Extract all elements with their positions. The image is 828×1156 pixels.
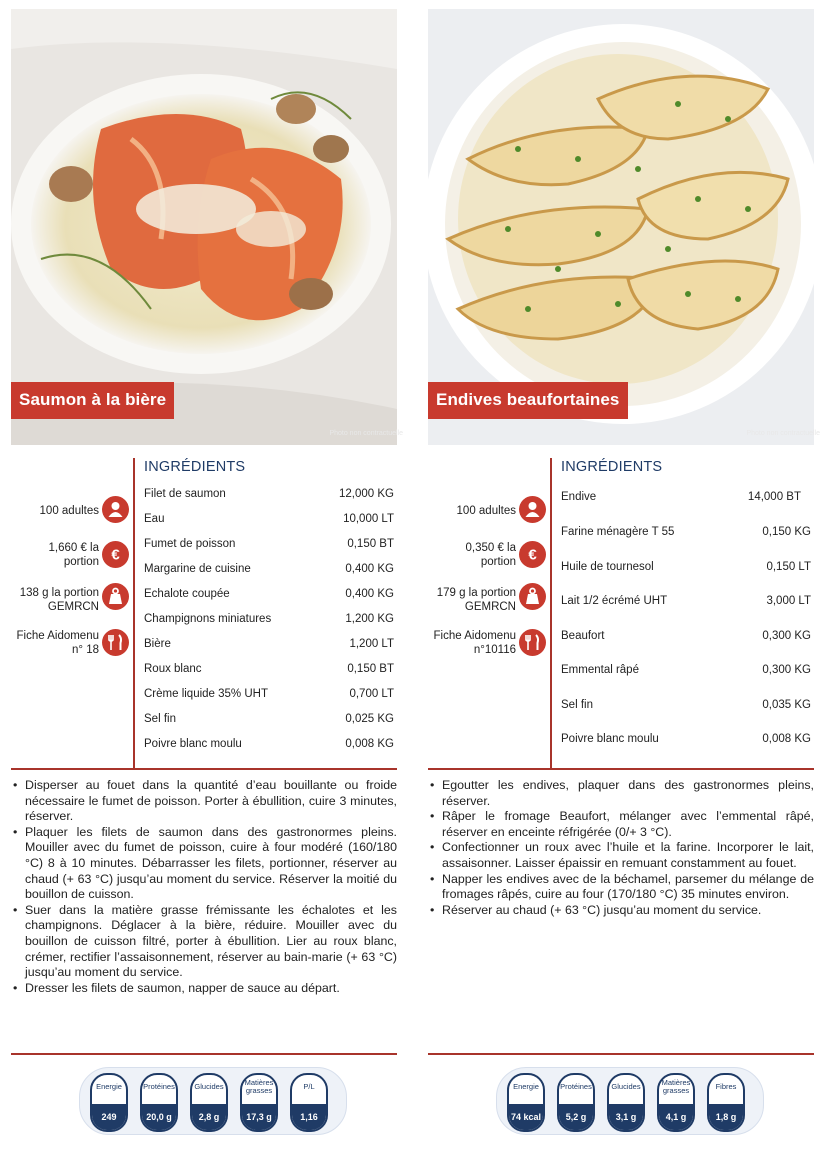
step-item: • Disperser au fouet dans la quantité d’eau bouillante ou froide nécessaire le fumet de poisson. Porter à ébullition, cuire 3 minutes, réserver. — [13, 778, 397, 825]
sheet-line1: Fiche Aidomenu — [16, 630, 99, 642]
nutrition-pill — [557, 1073, 595, 1132]
sheet-row — [11, 626, 129, 662]
nutrition-pill — [190, 1073, 228, 1132]
recipe-title: Saumon à la bière — [11, 382, 174, 419]
ingredient-name: Lait 1/2 écrémé UHT — [561, 595, 668, 607]
nutrition-label: Protéines — [143, 1082, 175, 1091]
nutrition-value: 74 kcal — [509, 1104, 543, 1130]
ingredient-name: Emmental râpé — [561, 664, 639, 676]
nutrition-value: 249 kcal — [92, 1104, 126, 1130]
ingredient-qty: 3,000 LT — [766, 595, 811, 607]
ingredient-qty: 0,400 KG — [345, 588, 394, 600]
sheet-text — [17, 629, 99, 657]
recipe-photo-endives — [428, 9, 814, 445]
portion-line1: 138 g la portion — [19, 587, 99, 599]
price-line2: portion — [63, 556, 99, 568]
preparation-steps — [430, 778, 814, 918]
recipe-photo-saumon — [11, 9, 397, 445]
ingredient-name: Poivre blanc moulu — [144, 738, 242, 750]
price-text — [48, 541, 99, 569]
nutrition-value: 5,2 g — [559, 1104, 593, 1130]
ingredient-qty: 0,300 KG — [762, 630, 811, 642]
section-divider — [11, 768, 397, 770]
portion-line1: 179 g la portion — [436, 587, 516, 599]
ingredient-qty: 10,000 LT — [343, 513, 394, 525]
portion-text — [437, 586, 516, 614]
ingredient-name: Poivre blanc moulu — [561, 733, 659, 745]
nutrition-pill — [507, 1073, 545, 1132]
ingredient-name: Sel fin — [144, 713, 176, 725]
nutrition-pill — [657, 1073, 695, 1132]
price-line2: portion — [480, 556, 516, 568]
cutlery-icon — [519, 629, 546, 656]
nutrition-label: Matières grasses — [244, 1078, 274, 1095]
nutrition-pill — [607, 1073, 645, 1132]
step-item: • Plaquer les filets de saumon dans des gastronormes pleins. Mouiller avec du fumet de poisson, cuire à four modéré (160/180 °C) 8 à 10 minutes. Débarrasser les filets, portionner, réserver au chaud (+ 63 °C) jusqu’au moment du service. Réserver la moitié du bouillon de cuisson. — [13, 825, 397, 903]
ingredient-name: Fumet de poisson — [144, 538, 236, 550]
ingredient-qty: 14,000 BT — [747, 491, 801, 503]
section-divider — [428, 1053, 814, 1055]
euro-icon — [519, 541, 546, 568]
nutrition-value: 2,8 g — [192, 1104, 226, 1130]
step-item: • Suer dans la matière grasse frémissante les échalotes et les champignons. Déglacer à la bière, réduire. Mouiller avec du bouillon de cuisson filtré, porter à ébullition. Lier au roux blanc, crémer, rectifier l’assaisonnement, réserver au bain-marie (+ 63 °C) jusqu’au moment du service. — [13, 903, 397, 981]
ingredient-qty: 0,008 KG — [762, 733, 811, 745]
recipe-card-saumon — [11, 0, 407, 1148]
ingredient-name: Champignons miniatures — [144, 613, 272, 625]
sheet-line1: Fiche Aidomenu — [433, 630, 516, 642]
ingredient-name: Farine ménagère T 55 — [561, 526, 675, 538]
ingredient-name: Crème liquide 35% UHT — [144, 688, 268, 700]
sheet-text — [434, 629, 516, 657]
step-item: • Râper le fromage Beaufort, mélanger avec l’emmental râpé, réserver en enceinte réfrigérée (0/+ 3 °C). — [430, 809, 814, 840]
step-item: • Confectionner un roux avec l’huile et la farine. Incorporer le lait, assaisonner. Laisser épaissir en remuant constamment au fouet. — [430, 840, 814, 871]
ingredient-name: Bière — [144, 638, 171, 650]
nutrition-label: Fibres — [715, 1082, 737, 1091]
nutrition-label: Matières grasses — [661, 1078, 691, 1095]
ingredient-qty: 0,150 KG — [762, 526, 811, 538]
nutrition-value: 4,1 g — [659, 1104, 693, 1130]
ingredient-qty: 0,150 LT — [766, 561, 811, 573]
step-item: • Dresser les filets de saumon, napper de sauce au départ. — [13, 981, 397, 997]
recipe-title: Endives beaufortaines — [428, 382, 628, 419]
nutrition-panel — [79, 1067, 347, 1148]
ingredient-name: Echalote coupée — [144, 588, 230, 600]
sheet-line2: n° 18 — [72, 644, 99, 656]
photo-disclaimer: Photo non contractuelle — [329, 430, 403, 437]
nutrition-value: 3,1 g — [609, 1104, 643, 1130]
ingredient-qty: 12,000 KG — [339, 488, 394, 500]
portion-line2: GEMRCN — [464, 601, 516, 613]
ingredient-qty: 0,150 BT — [347, 663, 394, 675]
price-row — [11, 538, 129, 574]
nutrition-label: Protéines — [560, 1082, 592, 1091]
price-line1: 1,660 € la — [48, 542, 99, 554]
nutrition-value: 1,8 g — [709, 1104, 743, 1130]
price-line1: 0,350 € la — [465, 542, 516, 554]
sheet-row — [428, 626, 546, 662]
weight-icon — [102, 583, 129, 610]
nutrition-pill — [140, 1073, 178, 1132]
price-text — [465, 541, 516, 569]
nutrition-label: Glucides — [194, 1082, 224, 1091]
nutrition-value: 1,16 — [292, 1104, 326, 1130]
ingredients-title: INGRÉDIENTS — [561, 459, 663, 475]
nutrition-label: P/L — [303, 1082, 315, 1091]
servings-text: 100 adultes — [39, 505, 99, 517]
ingredient-qty: 0,150 BT — [347, 538, 394, 550]
nutrition-pill — [707, 1073, 745, 1132]
ingredient-name: Roux blanc — [144, 663, 202, 675]
nutrition-pill — [90, 1073, 128, 1148]
nutrition-label: Glucides — [611, 1082, 641, 1091]
svg-text:€: € — [111, 546, 120, 564]
portion-row — [428, 583, 546, 619]
nutrition-label: Energie — [96, 1082, 122, 1091]
ingredient-name: Huile de tournesol — [561, 561, 654, 573]
ingredient-qty: 0,035 KG — [762, 699, 811, 711]
nutrition-pill — [240, 1073, 278, 1132]
ingredient-qty: 0,025 KG — [345, 713, 394, 725]
ingredient-qty: 1,200 KG — [345, 613, 394, 625]
portion-row — [11, 583, 129, 619]
cutlery-icon — [102, 629, 129, 656]
recipe-card-endives — [428, 0, 824, 1145]
portion-line2: GEMRCN — [47, 601, 99, 613]
photo-disclaimer: Photo non contractuelle — [746, 430, 820, 437]
preparation-steps — [13, 778, 397, 996]
person-icon — [102, 496, 129, 523]
servings-text: 100 adultes — [456, 505, 516, 517]
servings-row — [11, 494, 129, 530]
nutrition-pill — [290, 1073, 328, 1132]
ingredient-name: Sel fin — [561, 699, 593, 711]
nutrition-label: Energie — [513, 1082, 539, 1091]
ingredient-name: Filet de saumon — [144, 488, 226, 500]
ingredient-qty: 0,400 KG — [345, 563, 394, 575]
sheet-line2: n°10116 — [473, 644, 516, 656]
step-item: • Napper les endives avec de la béchamel, parsemer du mélange de fromages râpés, cuire au four (170/180 °C) 35 minutes environ. — [430, 872, 814, 903]
ingredient-qty: 1,200 LT — [349, 638, 394, 650]
ingredient-qty: 0,008 KG — [345, 738, 394, 750]
portion-text — [20, 586, 99, 614]
step-item: • Réserver au chaud (+ 63 °C) jusqu’au moment du service. — [430, 903, 814, 919]
weight-icon — [519, 583, 546, 610]
ingredient-name: Eau — [144, 513, 165, 525]
column-divider — [133, 458, 135, 768]
ingredients-title: INGRÉDIENTS — [144, 459, 246, 475]
servings-row — [428, 494, 546, 530]
section-divider — [428, 768, 814, 770]
nutrition-panel — [496, 1067, 764, 1135]
ingredient-name: Beaufort — [561, 630, 605, 642]
ingredient-name: Margarine de cuisine — [144, 563, 251, 575]
ingredient-name: Endive — [561, 491, 597, 503]
ingredient-qty: 0,300 KG — [762, 664, 811, 676]
euro-icon — [102, 541, 129, 568]
price-row — [428, 538, 546, 574]
svg-text:€: € — [528, 546, 537, 564]
nutrition-value: 20,0 g — [142, 1104, 176, 1130]
step-item: • Egoutter les endives, plaquer dans des gastronormes pleins, réserver. — [430, 778, 814, 809]
nutrition-value: 17,3 g — [242, 1104, 276, 1130]
person-icon — [519, 496, 546, 523]
section-divider — [11, 1053, 397, 1055]
column-divider — [550, 458, 552, 768]
ingredient-qty: 0,700 LT — [349, 688, 394, 700]
